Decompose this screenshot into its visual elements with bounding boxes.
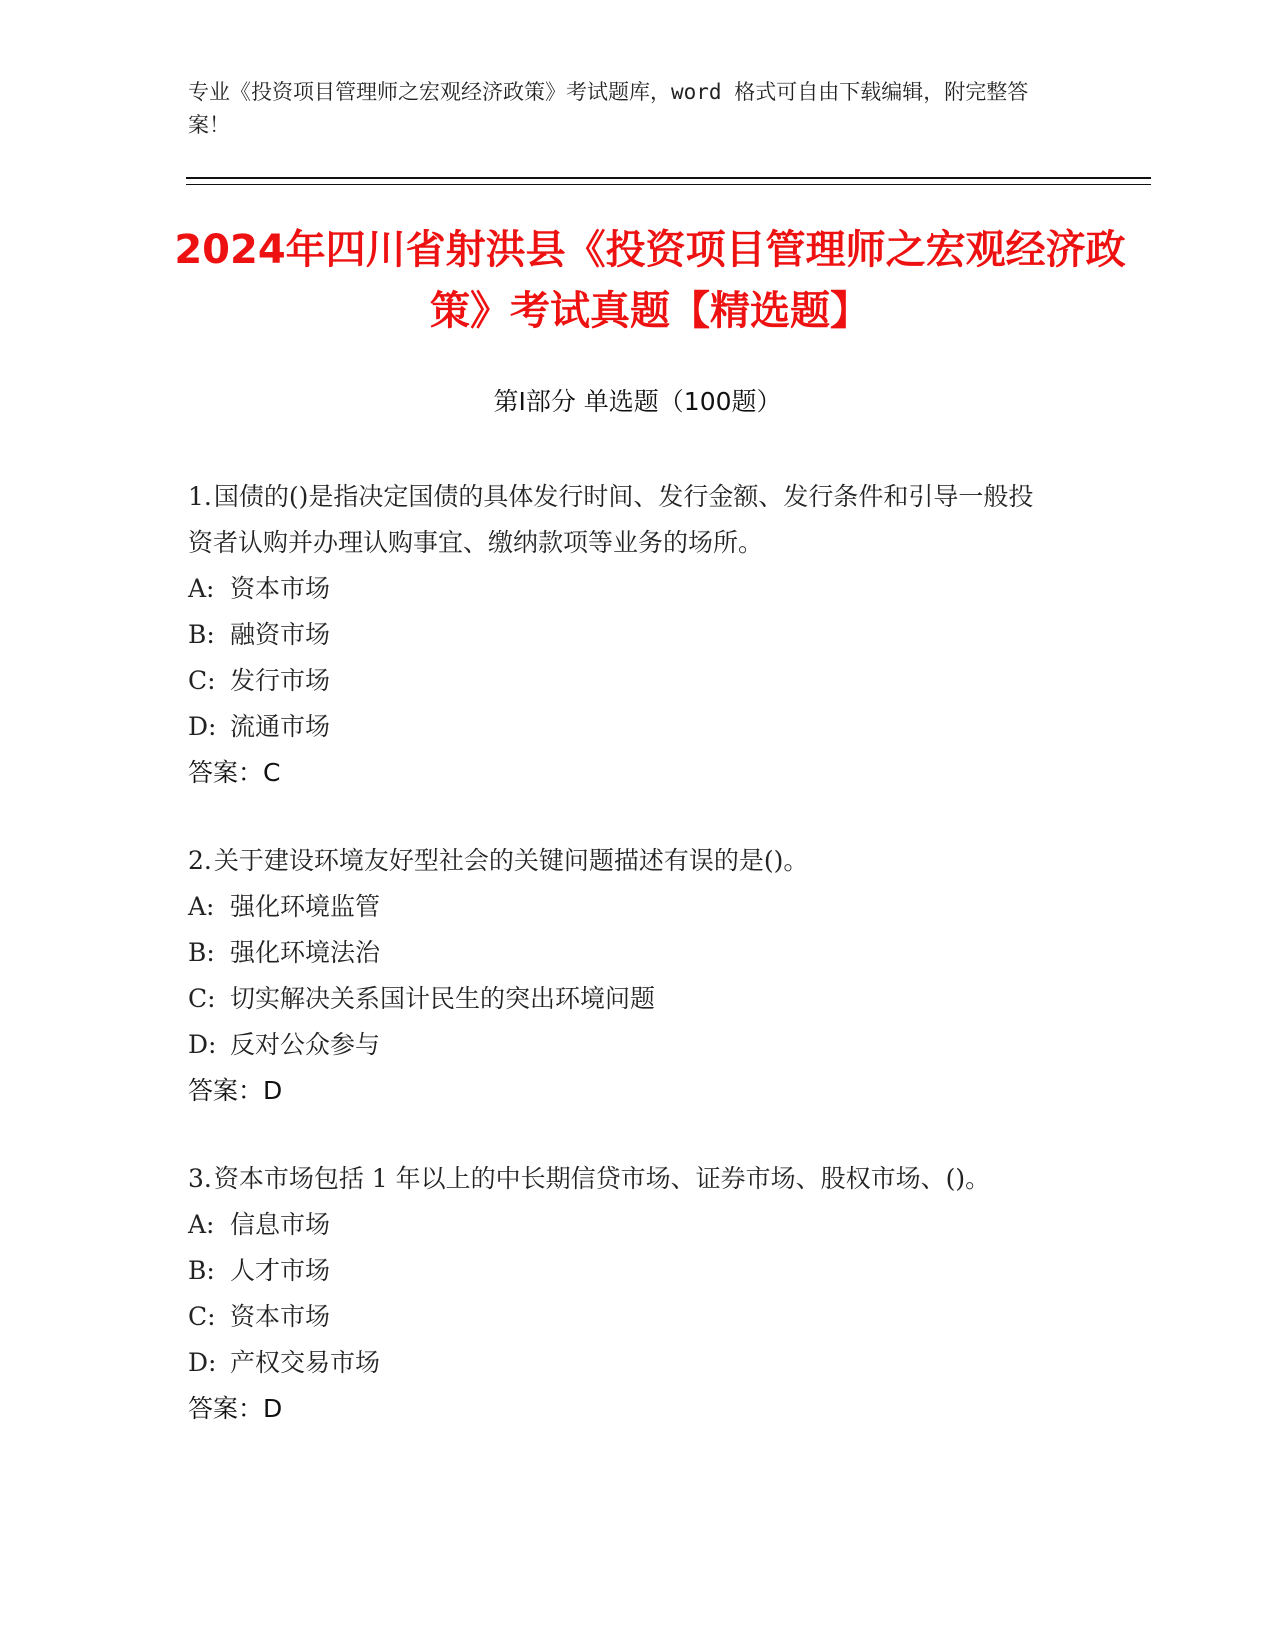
option-d [188, 1340, 1058, 1386]
answer: 答案：D [188, 1394, 283, 1423]
option-b [188, 1248, 1058, 1294]
header-divider-thin [186, 184, 1151, 185]
option-d [188, 1022, 1058, 1068]
option-text: 强化环境法治 [230, 938, 381, 967]
option-b [188, 612, 1058, 658]
question-2 [188, 838, 1058, 1114]
question-text [188, 1156, 1058, 1202]
option-letter: A: [188, 1210, 215, 1239]
option-b [188, 930, 1058, 976]
question-3 [188, 1156, 1058, 1432]
option-letter: C: [188, 666, 216, 695]
option-text: 强化环境监管 [230, 892, 381, 921]
option-letter: A: [188, 892, 215, 921]
option-text: 融资市场 [230, 620, 331, 649]
option-letter: C: [188, 1302, 216, 1331]
option-text: 流通市场 [230, 712, 331, 741]
option-a [188, 884, 1058, 930]
option-a [188, 1202, 1058, 1248]
option-c [188, 1294, 1058, 1340]
header-note: 专业《投资项目管理师之宏观经济政策》考试题库，word 格式可自由下载编辑，附完整答案！ [188, 80, 1029, 137]
option-text: 切实解决关系国计民生的突出环境问题 [230, 984, 656, 1013]
question-stem: 国债的()是指决定国债的具体发行时间、发行金额、发行条件和引导一般投资者认购并办理认购事宜、缴纳款项等业务的场所。 [188, 482, 1034, 557]
option-letter: B: [188, 938, 215, 967]
question-number: 1. [188, 482, 212, 511]
question-stem: 资本市场包括 1 年以上的中长期信贷市场、证券市场、股权市场、()。 [213, 1164, 991, 1193]
document-title: 2024年四川省射洪县《投资项目管理师之宏观经济政策》考试真题【精选题】 [174, 227, 1126, 334]
option-letter: B: [188, 620, 215, 649]
option-letter: B: [188, 1256, 215, 1285]
option-letter: C: [188, 984, 216, 1013]
option-text: 人才市场 [230, 1256, 331, 1285]
answer: 答案：C [188, 758, 281, 787]
question-number: 2. [188, 846, 212, 875]
section-heading: 第Ⅰ部分 单选题（100题） [493, 387, 782, 416]
question-1 [188, 474, 1058, 796]
option-text: 资本市场 [230, 574, 331, 603]
option-c [188, 976, 1058, 1022]
option-d [188, 704, 1058, 750]
option-letter: D: [188, 1030, 217, 1059]
question-text [188, 474, 1058, 566]
option-text: 产权交易市场 [230, 1348, 381, 1377]
question-text [188, 838, 1058, 884]
option-text: 反对公众参与 [230, 1030, 381, 1059]
option-letter: D: [188, 712, 217, 741]
option-text: 发行市场 [230, 666, 331, 695]
question-stem: 关于建设环境友好型社会的关键问题描述有误的是()。 [213, 846, 809, 875]
question-list [188, 474, 1058, 1474]
option-a [188, 566, 1058, 612]
option-text: 信息市场 [230, 1210, 331, 1239]
option-text: 资本市场 [230, 1302, 331, 1331]
option-letter: D: [188, 1348, 217, 1377]
answer: 答案：D [188, 1076, 283, 1105]
option-c [188, 658, 1058, 704]
header-divider-thick [186, 177, 1151, 179]
question-number: 3. [188, 1164, 212, 1193]
option-letter: A: [188, 574, 215, 603]
